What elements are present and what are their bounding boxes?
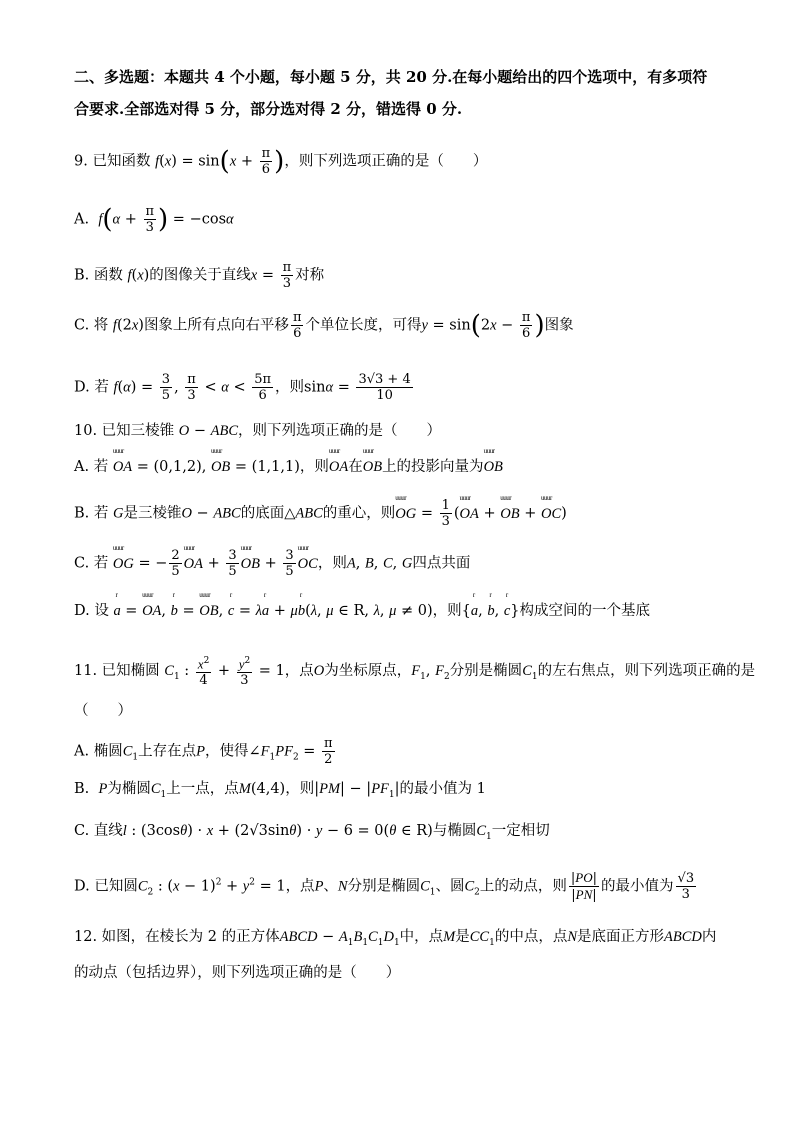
question-9-option-a: A. f(α + $\frac{\pi}{3}$ ) = −cosα: [74, 204, 234, 235]
question-9-option-c: C. 将 f(2x)图象上所有点向右平移 $\frac{\pi}{6}$ 个单位长度，可得y = sin(2x − $\frac{\pi}{6}$ )图象: [74, 310, 574, 341]
question-10-option-c: C. 若 uuur OG = − $\frac{2}{5}$ uuur OA + $\frac{3}{5}$ uuur OB + $\frac{3}{5}$ uuur OC，则A, B, C, G四点共面: [74, 548, 734, 579]
question-12-stem-line2: 的动点（包括边界），则下列选项正确的是（ ）: [74, 965, 401, 981]
section-title-line1: 二、多选题：本题共 4 个小题，每小题 5 分，共 20 分.在每小题给出的四个选项中，有多项符: [74, 68, 708, 86]
question-12-stem-line1: 12. 如图，在棱长为 2 的正方体ABCD − $A_1B_1C_1D_1$中，点M是$CC_1$的中点，点N是底面正方形ABCD内: [74, 929, 717, 948]
question-10-option-b: B. 若 G是三棱锥O − ABC的底面△ABC的重心，则uuur OG = $\frac{1}{3}$ (uuur OA + uuur OB + uuur OC): [74, 498, 734, 529]
question-11-option-a: A. 椭圆$C_1$上存在点P，使得$\angle F_1PF_2$ = $\frac{\pi}{2}$: [74, 736, 333, 767]
question-9-option-b: B. 函数 f(x)的图像关于直线x = $\frac{\pi}{3}$ 对称: [74, 260, 325, 291]
question-11-stem: 11. 已知椭圆 $C_1$ : $\frac{x^2}{4}$ + $\frac{y^2}{3}$ = 1，点O为坐标原点，$F_1$, $F_2$分别是椭圆$C_1$的左右焦点，则下列选项正确的是: [74, 656, 756, 689]
question-11-option-c: C. 直线l : (3cosθ) · x + (2√3sinθ) · y − 6 = 0(θ ∈ R)与椭圆$C_1$一定相切: [74, 823, 550, 842]
question-10-stem: 10. 已知三棱锥 O − ABC，则下列选项正确的是（ ）: [74, 423, 442, 439]
question-11-option-d: D. 已知圆$C_2$ : $(x - 1)^2 + y^2 = 1$，点P、N分别是椭圆$C_1$、圆$C_2$上的动点，则 $\frac{|PO|}{|PN|}$ 的最小值为 $\frac{√3}{3}$: [74, 870, 695, 903]
question-9-option-d: D. 若 f(α) = $\frac{3}{5}$ , $\frac{\pi}{3}$ < α < $\frac{5\pi}{6}$ ，则sinα = $\frac{3√3 + 4}{10}$: [74, 372, 411, 403]
question-10-option-d: D. 设 r a = uuur OA, r b = uuur OB, r c = λr a + μr b(λ, μ ∈ R, λ, μ ≠ 0)，则{r a, r b, r c}构成空间的一个基底: [74, 600, 734, 622]
question-9-stem: 9. 已知函数 f(x) = sin(x + $\frac{\pi}{6}$ )，则下列选项正确的是（ ）: [74, 146, 488, 177]
question-11-paren: （ ）: [74, 703, 132, 719]
question-10-option-a: A. 若 uuur OA = (0,1,2), uuur OB = (1,1,1)，则uuur OA在uuur OB上的投影向量为uuur OB: [74, 456, 734, 478]
question-11-option-b: B. P为椭圆$C_1$上一点，点M(4,4)，则$|PM| - |PF_1|$的最小值为 1: [74, 781, 486, 800]
section-title-line2: 合要求.全部选对得 5 分，部分选对得 2 分，错选得 0 分.: [74, 100, 463, 118]
